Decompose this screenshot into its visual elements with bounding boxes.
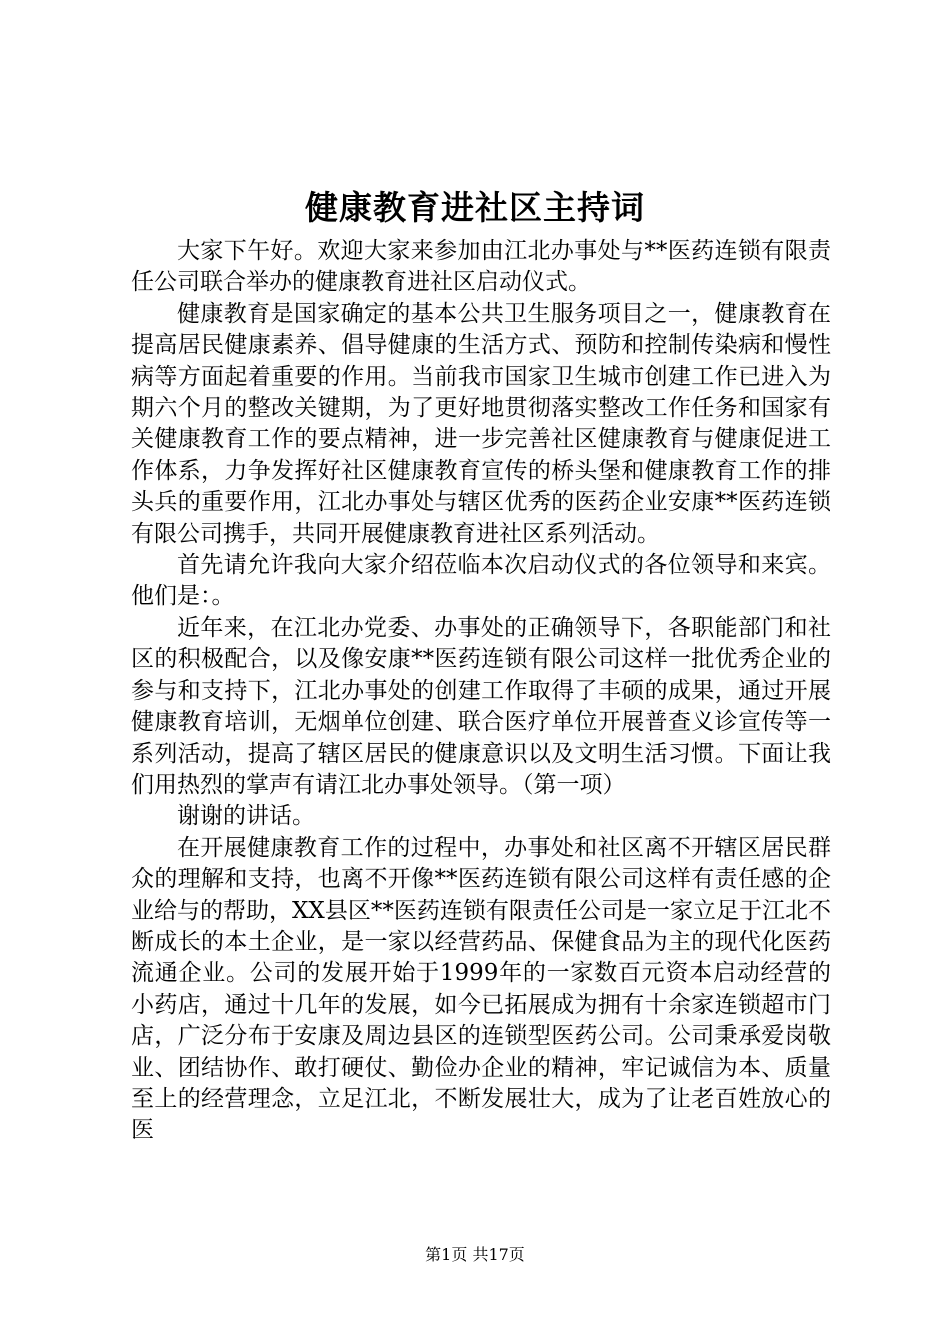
- document-body: [131, 236, 831, 1147]
- page-footer: 第1页 共17页: [425, 1245, 525, 1264]
- paragraph-achievements: 近年来，在江北办党委、办事处的正确领导下，各职能部门和社区的积极配合，以及像安康**医药连锁有限公司这样一批优秀企业的参与和支持下，江北办事处的创建工作取得了丰硕的成果，通过开展健康教育培训，无烟单位创建、联合医疗单位开展普查义诊宣传等一系列活动，提高了辖区居民的健康意识以及文明生活习惯。下面让我们用热烈的掌声有请江北办事处领导。（第一项）: [131, 614, 831, 798]
- paragraph-health-education: 健康教育是国家确定的基本公共卫生服务项目之一，健康教育在提高居民健康素养、倡导健康的生活方式、预防和控制传染病和慢性病等方面起着重要的作用。当前我市国家卫生城市创建工作已进入为期六个月的整改关键期，为了更好地贯彻落实整改工作任务和国家有关健康教育工作的要点精神，进一步完善社区健康教育与健康促进工作体系，力争发挥好社区健康教育宣传的桥头堡和健康教育工作的排头兵的重要作用，江北办事处与辖区优秀的医药企业安康**医药连锁有限公司携手，共同开展健康教育进社区系列活动。: [131, 300, 831, 547]
- paragraph-greeting: 大家下午好。欢迎大家来参加由江北办事处与**医药连锁有限责任公司联合举办的健康教育进社区启动仪式。: [131, 238, 831, 296]
- document-title: 健康教育进社区主持词: [305, 188, 645, 227]
- paragraph-company-intro: 在开展健康教育工作的过程中，办事处和社区离不开辖区居民群众的理解和支持，也离不开像**医药连锁有限公司这样有责任感的企业给与的帮助，XX县区**医药连锁有限责任公司是一家立足于江北不断成长的本土企业，是一家以经营药品、保健食品为主的现代化医药流通企业。公司的发展开始于1999年的一家数百元资本启动经营的小药店，通过十几年的发展，如今已拓展成为拥有十余家连锁超市门店，广泛分布于安康及周边县区的连锁型医药公司。公司秉承爱岗敬业、团结协作、敢打硬仗、勤俭办企业的精神，牢记诚信为本、质量至上的经营理念，立足江北，不断发展壮大，成为了让老百姓放心的医: [131, 834, 831, 1144]
- paragraph-thanks: 谢谢的讲话。: [177, 803, 315, 830]
- paragraph-introduce-guests: 首先请允许我向大家介绍莅临本次启动仪式的各位领导和来宾。他们是：。: [131, 552, 831, 610]
